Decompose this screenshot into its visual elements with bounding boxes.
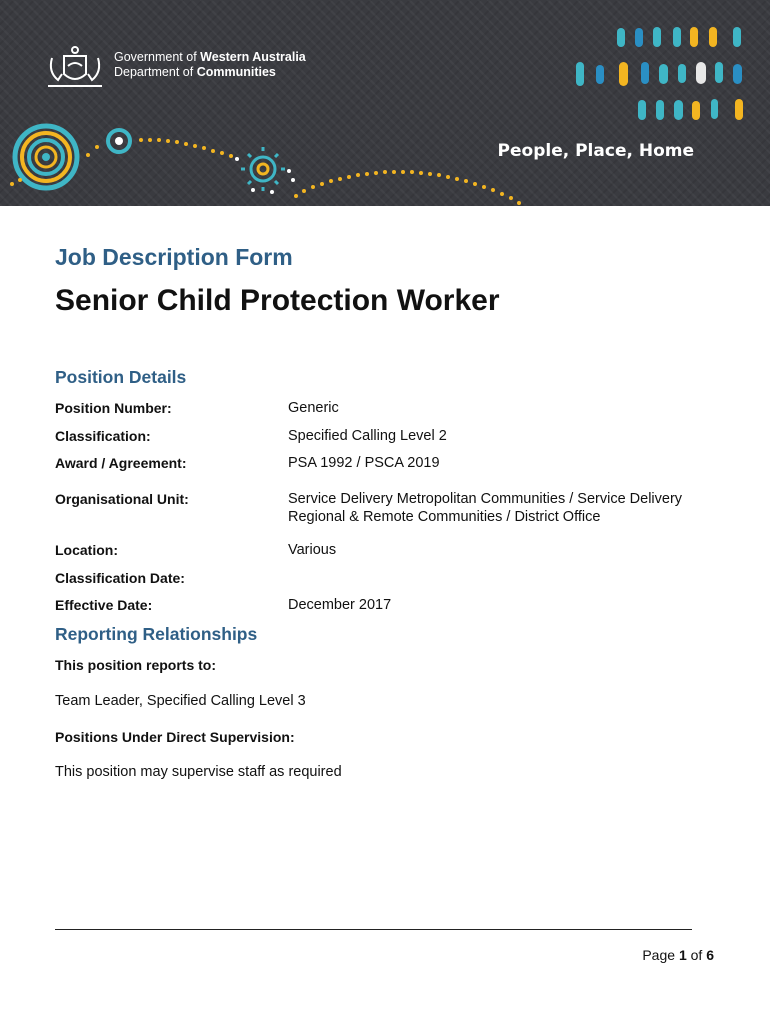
effective-date-label: Effective Date: — [55, 597, 153, 613]
sun-icon — [241, 147, 285, 191]
document-title: Senior Child Protection Worker — [55, 284, 500, 317]
effective-date-value: December 2017 — [288, 597, 392, 613]
position-number-value: Generic — [288, 400, 339, 416]
pill-pattern — [576, 27, 743, 120]
supervision-value: This position may supervise staff as required — [55, 764, 342, 780]
award-agreement-label: Award / Agreement: — [55, 455, 187, 471]
footer-divider — [55, 929, 692, 930]
aboriginal-art-decoration — [0, 0, 770, 206]
wa-crest-logo — [44, 44, 106, 92]
supervision-label: Positions Under Direct Supervision: — [55, 729, 295, 745]
document-type: Job Description Form — [55, 244, 293, 270]
classification-value: Specified Calling Level 2 — [288, 428, 447, 444]
reports-to-value: Team Leader, Specified Calling Level 3 — [55, 693, 306, 709]
reports-to-label: This position reports to: — [55, 657, 216, 673]
classification-label: Classification: — [55, 428, 151, 444]
reporting-relationships-heading: Reporting Relationships — [55, 624, 258, 644]
small-target-icon — [108, 130, 130, 152]
classification-date-label: Classification Date: — [55, 570, 185, 586]
department-name: Department of Communities — [114, 65, 276, 79]
tagline: People, Place, Home — [497, 141, 694, 161]
organisational-unit-value-line1: Service Delivery Metropolitan Communities / Service Delivery — [288, 491, 683, 507]
position-number-label: Position Number: — [55, 400, 172, 416]
award-agreement-value: PSA 1992 / PSCA 2019 — [288, 455, 440, 471]
location-value: Various — [288, 542, 337, 558]
dot-trail-white — [235, 157, 295, 194]
organisational-unit-label: Organisational Unit: — [55, 491, 189, 507]
header-banner — [0, 0, 770, 206]
organisational-unit-value-line2: Regional & Remote Communities / District Office — [288, 509, 601, 525]
position-details-heading: Position Details — [55, 367, 187, 387]
location-label: Location: — [55, 542, 118, 558]
page-number: Page 1 of 6 — [642, 947, 714, 963]
government-name: Government of Western Australia — [114, 50, 306, 64]
concentric-circle-icon — [15, 126, 77, 188]
